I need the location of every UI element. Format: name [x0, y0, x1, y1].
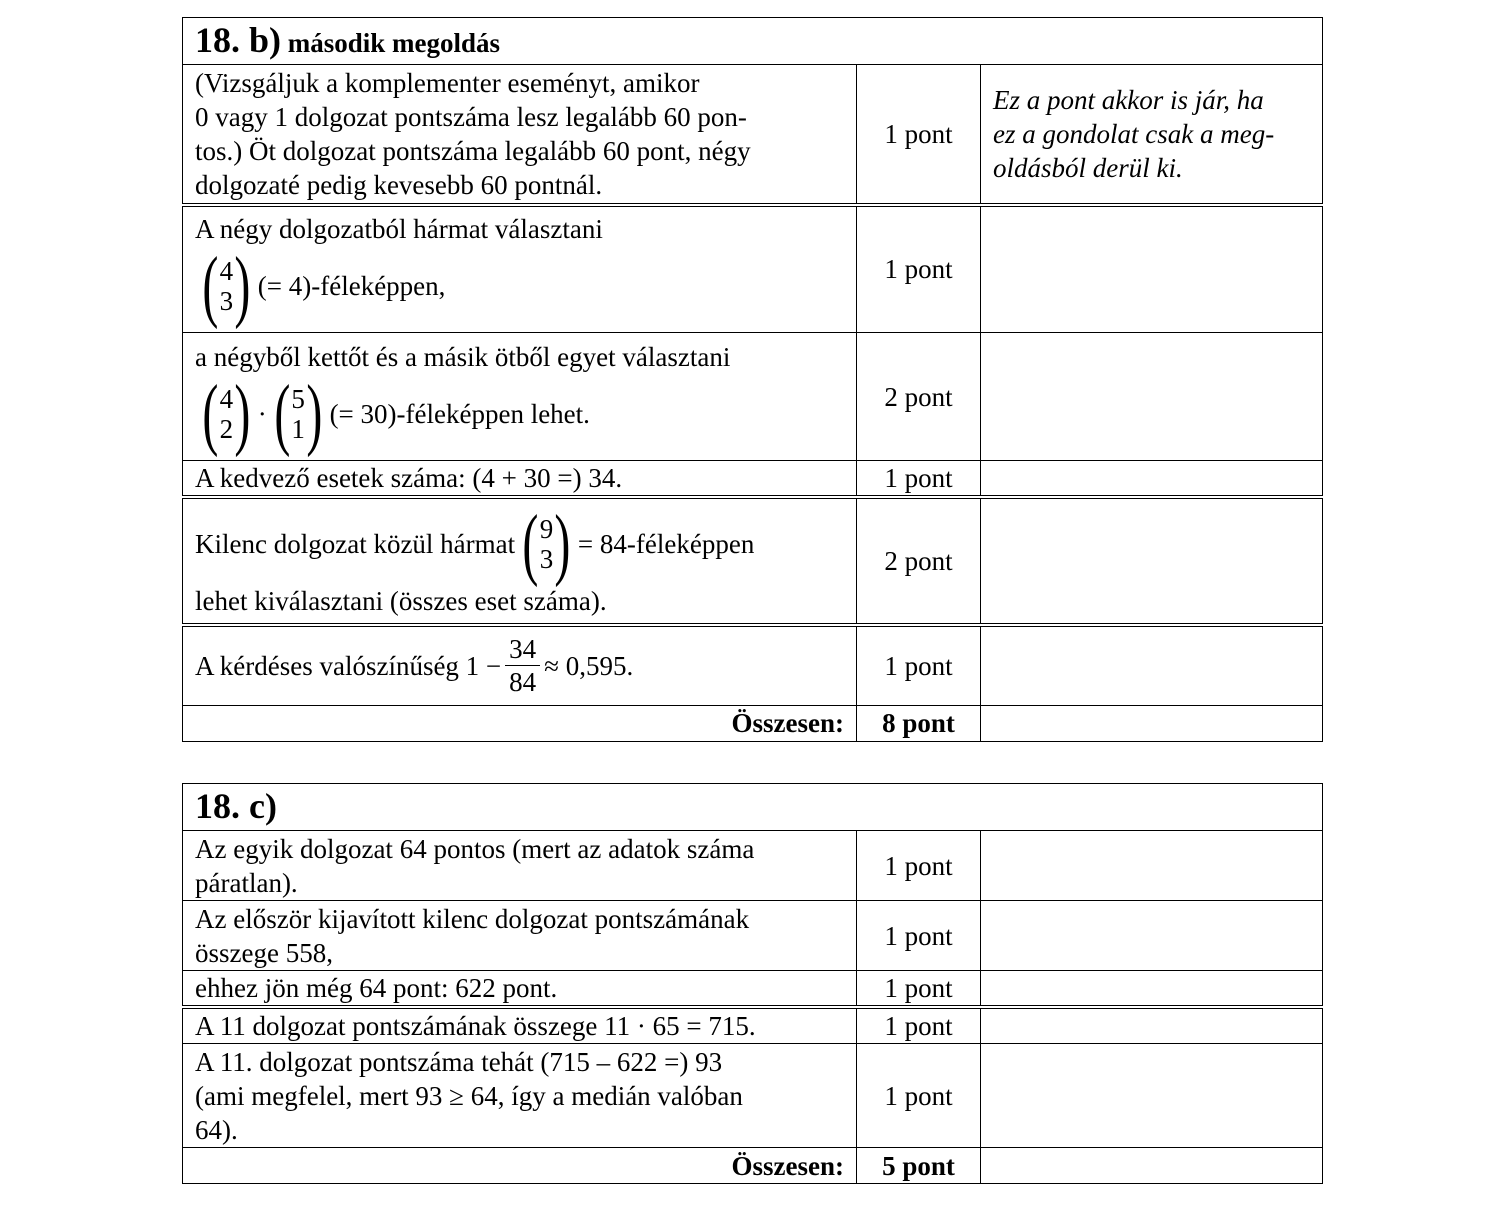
points-cell: 1 pont — [857, 65, 981, 205]
points-cell: 1 pont — [857, 461, 981, 498]
note-cell — [981, 1148, 1323, 1184]
note-cell — [981, 205, 1323, 333]
points-cell: 1 pont — [857, 1007, 981, 1044]
note-cell — [981, 65, 1323, 205]
text-line: ehhez jön még 64 pont: 622 pont. — [195, 973, 558, 1003]
text-line: a négyből kettőt és a másik ötből egyet választani — [195, 341, 731, 372]
table-row — [183, 461, 1323, 498]
note-cell — [981, 333, 1323, 461]
solution-step — [183, 333, 857, 461]
note-line: oldásból derül ki. — [993, 152, 1183, 183]
note-line: ez a gondolat csak a meg- — [993, 118, 1275, 149]
table-row — [183, 971, 1323, 1008]
note-cell — [981, 1007, 1323, 1044]
binomial-coefficient: ( 5 1 ) — [274, 369, 323, 458]
task-subtitle: második megoldás — [287, 27, 501, 58]
solution-step — [183, 971, 857, 1008]
text-line: összege 558, — [195, 937, 333, 968]
text-fragment: (= 30)-féleképpen lehet. — [329, 398, 590, 429]
table-title — [183, 784, 1323, 831]
text-line: A négy dolgozatból hármat választani — [195, 214, 603, 245]
note-line: Ez a pont akkor is jár, ha — [993, 84, 1264, 115]
binomial-coefficient: ( 4 3 ) — [202, 242, 251, 331]
text-line: A 11. dolgozat pontszáma tehát (715 – 622 =) 93 — [195, 1046, 723, 1077]
points-cell: 1 pont — [857, 205, 981, 333]
table-row — [183, 901, 1323, 971]
note-cell — [981, 971, 1323, 1008]
text-line: Az egyik dolgozat 64 pontos (mert az adatok száma — [195, 833, 755, 864]
note-cell — [981, 1044, 1323, 1148]
total-points: 8 pont — [857, 705, 981, 741]
note-cell — [981, 831, 1323, 901]
text-line: (ami megfelel, mert 93 ≥ 64, így a medián valóban — [195, 1080, 743, 1111]
text-fragment: = 84-féleképpen — [577, 529, 755, 559]
solution-step — [183, 205, 857, 333]
solution-step — [183, 901, 857, 971]
text-line: dolgozaté pedig kevesebb 60 pontnál. — [195, 169, 603, 200]
text-line: páratlan). — [195, 867, 298, 898]
points-cell: 2 pont — [857, 497, 981, 625]
solution-step — [183, 1044, 857, 1148]
text-fragment: Kilenc dolgozat közül hármat — [195, 529, 516, 559]
table-header-row — [183, 18, 1323, 65]
note-cell — [981, 497, 1323, 625]
grading-table-18b — [182, 17, 1323, 742]
note-cell — [981, 705, 1323, 741]
text-fragment: A kérdéses valószínűség 1 − — [195, 650, 502, 681]
text-line: A 11 dolgozat pontszámának összege 11 · 65 = 715. — [195, 1011, 756, 1041]
solution-step: A kedvező esetek száma: (4 + 30 =) 34. — [183, 461, 857, 498]
text-line: (Vizsgáljuk a komplementer eseményt, amikor — [195, 67, 700, 98]
text-line: 64). — [195, 1114, 238, 1145]
solution-step — [183, 1007, 857, 1044]
text-line: 0 vagy 1 dolgozat pontszáma lesz legalább 60 pon- — [195, 101, 747, 132]
points-cell: 1 pont — [857, 971, 981, 1008]
total-points: 5 pont — [857, 1148, 981, 1184]
points-cell: 1 pont — [857, 901, 981, 971]
total-row — [183, 705, 1323, 741]
task-number: 18. b) — [195, 19, 282, 60]
table-row — [183, 497, 1323, 625]
solution-step — [183, 497, 857, 625]
binomial-coefficient: ( 9 3 ) — [522, 500, 571, 588]
table-header-row — [183, 784, 1323, 831]
solution-step — [183, 65, 857, 205]
total-row — [183, 1148, 1323, 1184]
text-line: Az először kijavított kilenc dolgozat pontszámának — [195, 903, 750, 934]
text-fragment: ≈ 0,595. — [544, 650, 634, 681]
total-label: Összesen: — [183, 1148, 857, 1184]
text-line: lehet kiválasztani (összes eset száma). — [195, 586, 607, 616]
points-cell: 1 pont — [857, 625, 981, 705]
binomial-coefficient: ( 4 2 ) — [202, 369, 251, 458]
table-title — [183, 18, 1323, 65]
note-cell — [981, 625, 1323, 705]
table-row — [183, 333, 1323, 461]
table-row — [183, 1044, 1323, 1148]
grading-table-18c — [182, 783, 1323, 1184]
points-cell: 1 pont — [857, 1044, 981, 1148]
note-cell — [981, 461, 1323, 498]
table-row — [183, 205, 1323, 333]
table-row — [183, 831, 1323, 901]
solution-step — [183, 831, 857, 901]
multiply-dot: · — [257, 398, 267, 429]
text-line: tos.) Öt dolgozat pontszáma legalább 60 pont, négy — [195, 135, 751, 166]
fraction: $\frac{34}{84}$ — [505, 633, 540, 698]
solution-step — [183, 625, 857, 705]
total-label: Összesen: — [183, 705, 857, 741]
task-number: 18. c) — [195, 785, 277, 826]
text-fragment: (= 4)-féleképpen, — [257, 271, 446, 302]
points-cell: 2 pont — [857, 333, 981, 461]
table-row — [183, 625, 1323, 705]
note-cell — [981, 901, 1323, 971]
table-row — [183, 1007, 1323, 1044]
points-cell: 1 pont — [857, 831, 981, 901]
table-row — [183, 65, 1323, 205]
